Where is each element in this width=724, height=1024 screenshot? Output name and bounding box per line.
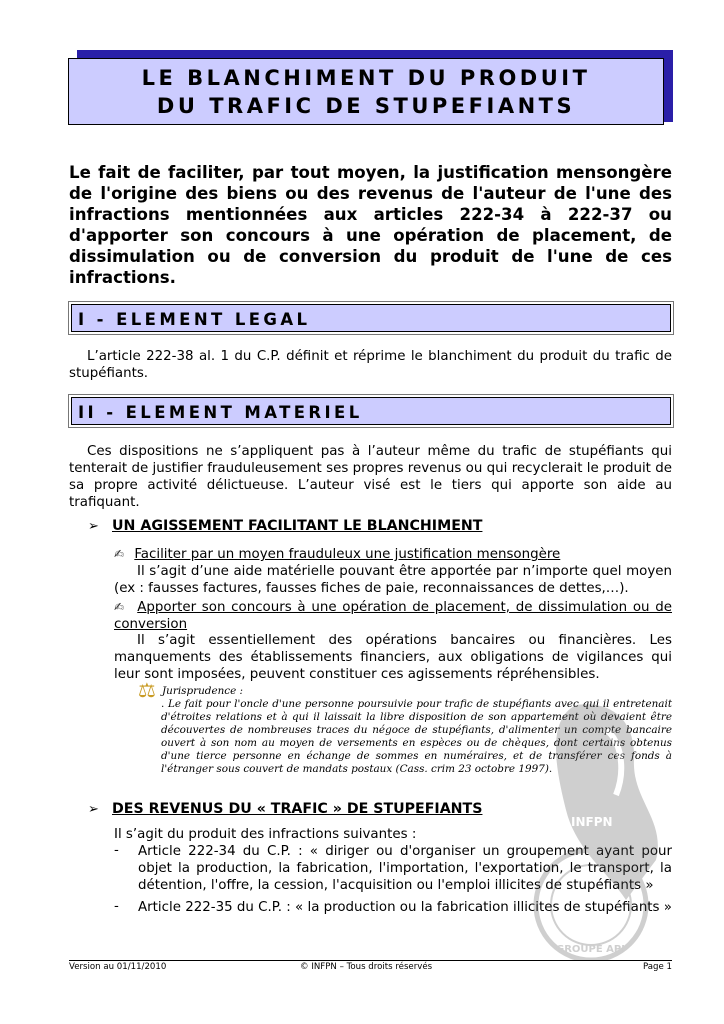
hand-pointer-icon: ✍ <box>114 600 126 614</box>
footer-page-number: Page 1 <box>642 962 672 972</box>
title-line-1: LE BLANCHIMENT DU PRODUIT <box>141 65 591 90</box>
bullet-2 <box>88 798 482 817</box>
jurisprudence-label: Jurisprudence : <box>162 685 244 697</box>
section-heading-materiel-text: II - ELEMENT MATERIEL <box>78 403 363 422</box>
bullet-1-heading: UN AGISSEMENT FACILITANT LE BLANCHIMENT <box>112 518 483 534</box>
bullet-2-lead: Il s’agit du produit des infractions suivantes : <box>114 827 417 842</box>
legal-paragraph: L’article 222-38 al. 1 du C.P. définit et réprime le blanchiment du produit du trafic de stupéfiants. <box>69 349 672 381</box>
sub-item-2 <box>114 599 672 633</box>
document-title-box <box>68 58 664 125</box>
bullet-2-heading: DES REVENUS DU « TRAFIC » DE STUPEFIANTS <box>112 801 483 817</box>
sub-item-2-title: Apporter son concours à une opération de placement, de dissimulation ou de conversion <box>114 600 672 632</box>
intro-definition: Le fait de faciliter, par tout moyen, la justification mensongère de l'origine des biens ou des revenus de l'auteur de l'une des infractions mentionnées aux articles 222-34 à 222-37 ou d'apporter son concours à une opération de placement, de dissimulation ou de conversion du produit de l'une de ces infractions. <box>69 163 672 287</box>
list-item: Article 222-34 du C.P. : « diriger ou d'organiser un groupement ayant pour objet la production, la fabrication, l'importation, l'exportation, le transport, la détention, l'offre, la cession, l'acquisition ou l'emploi illicites de stupéfiants » <box>138 844 672 893</box>
bullet-1 <box>88 515 482 534</box>
materiel-paragraph: Ces dispositions ne s’appliquent pas à l’auteur même du trafic de stupéfiants qui tenterait de justifier frauduleusement ses propres revenus ou qui recyclerait le produit de sa propre activité délictueuse. L’auteur visé est le tiers qui apporte son aide au trafiquant. <box>69 444 672 510</box>
sub-item-1 <box>114 546 674 563</box>
section-heading-legal-text: I - ELEMENT LEGAL <box>78 310 311 329</box>
arrow-bullet-icon: ➢ <box>88 519 99 534</box>
arrow-bullet-icon: ➢ <box>88 802 99 817</box>
section-heading-legal <box>71 304 671 332</box>
section-heading-materiel <box>71 397 671 425</box>
list-item: Article 222-35 du C.P. : « la production ou la fabrication illicites de stupéfiants » <box>138 900 672 915</box>
footer-version: Version au 01/11/2010 <box>69 962 167 972</box>
sub-item-1-text: Il s’agit d’une aide matérielle pouvant être apportée par n’importe quel moyen (ex : fausses factures, fausses fiches de paie, reconnaissances de dettes,…). <box>114 564 672 596</box>
list-dash: - <box>114 843 119 858</box>
list-dash: - <box>114 899 119 914</box>
section-legal-text <box>69 348 672 382</box>
watermark-stamp <box>516 700 686 960</box>
footer-copyright: © INFPN – Tous droits réservés <box>300 962 433 972</box>
stamp-text-bottom: GROUPE API <box>556 944 625 955</box>
sub-item-1-title: Faciliter par un moyen frauduleux une justification mensongère <box>134 547 561 562</box>
title-line-2: DU TRAFIC DE STUPEFIANTS <box>156 93 576 118</box>
sub-item-2-text: Il s’agit essentiellement des opérations bancaires ou financières. Les manquements des établissements financiers, aux obligations de vigilances qui leur sont imposées, peuvent constituer ces agissements répréhensibles. <box>114 633 672 682</box>
hand-pointer-icon: ✍ <box>114 547 125 561</box>
scales-icon: ⚖ <box>138 678 156 702</box>
footer-divider <box>69 960 672 961</box>
section-materiel-text <box>69 443 672 511</box>
jurisprudence-text: . Le fait pour l'oncle d'une personne poursuivie pour trafic de stupéfiants avec qui il entretenait d'étroites relations et à qui il laissait la libre disposition de son appartement où devaient être découvertes de nombreuses traces du négoce de stupéfiants, d'alimenter un compte bancaire ouvert à son nom au moyen de versements en espèces ou de chèques, dont certains obtenus d'une tierce personne en échange de sommes en numéraires, et de transférer ces fonds à l'étranger sous couvert de mandats postaux (Cass. crim 23 octobre 1997). <box>161 698 672 775</box>
stamp-text-top: INFPN <box>571 815 613 829</box>
